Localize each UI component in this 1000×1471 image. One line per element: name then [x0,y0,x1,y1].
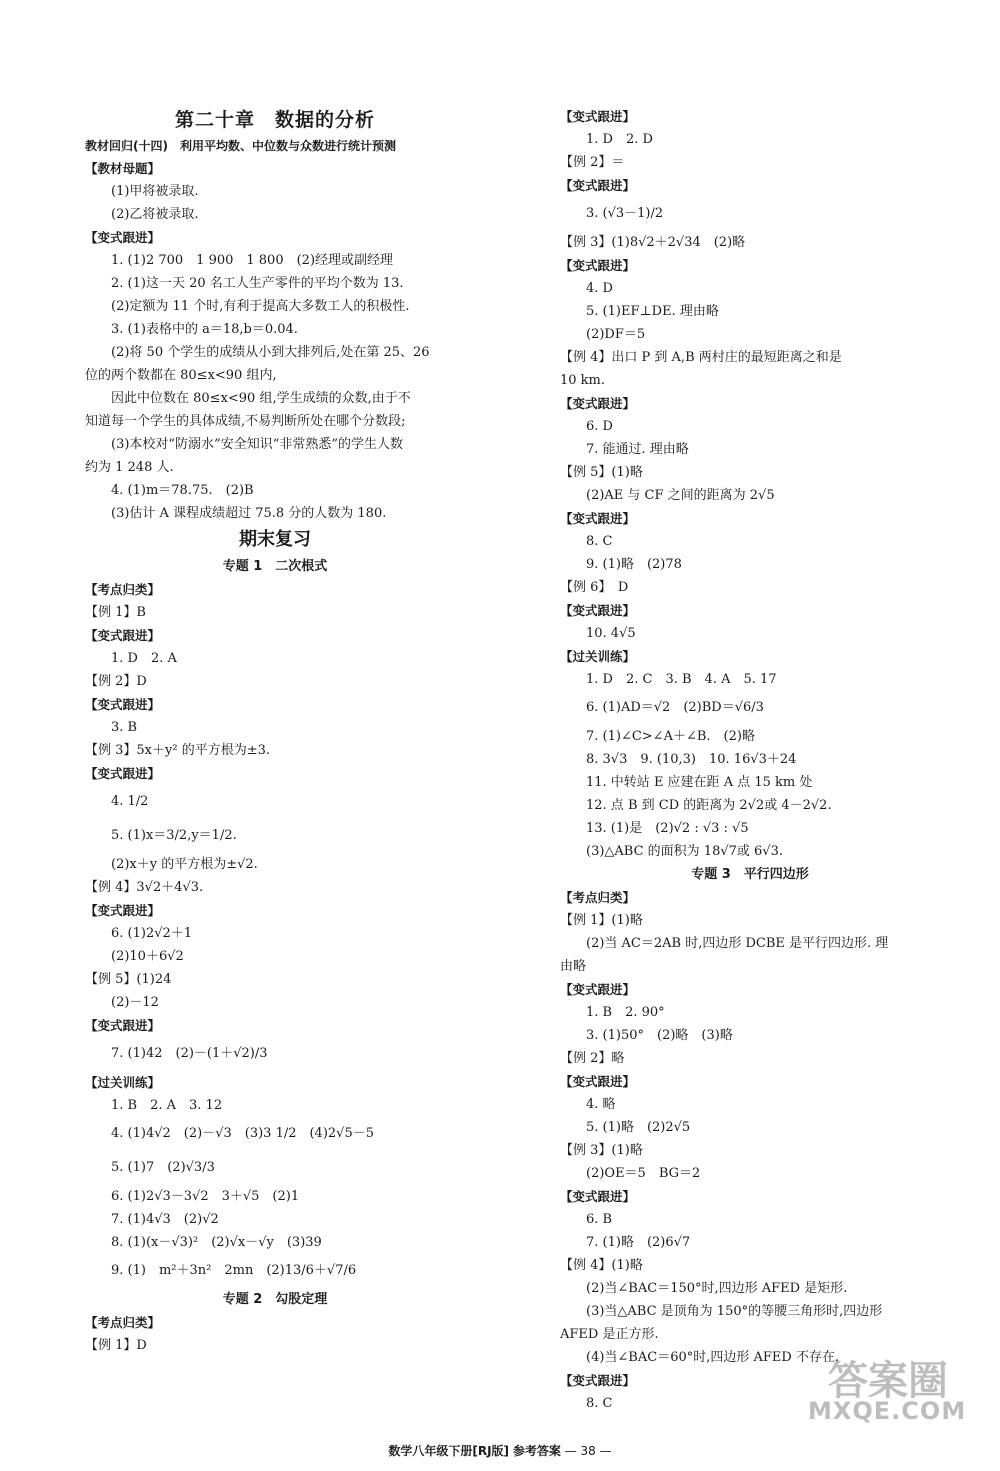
answer-line: 7. (1)略 (2)6√7 [586,1235,691,1250]
answer-line: 8. 3√3 9. (10,3) 10. 16√3＋24 [586,752,797,767]
footer-label: 参考答案 [512,1444,561,1458]
answer-line: (2)当 AC＝2AB 时,四边形 DCBE 是平行四边形. 理 [586,936,889,951]
answer-line: 3. (√3－1)/2 [586,206,664,221]
answer-line: 3. (1)表格中的 a＝18,b＝0.04. [111,322,298,337]
answer-line: 【例 3】5x＋y² 的平方根为±3. [85,743,270,758]
answer-line: 8. C [586,1396,613,1411]
answer-line: 位的两个数都在 80≤x<90 组内, [85,368,277,383]
answer-line: 8. C [586,534,613,549]
answer-line: 6. (1)2√2＋1 [111,926,193,941]
answer-line: 【例 2】略 [560,1051,625,1066]
answer-line: 因此中位数在 80≤x<90 组,学生成绩的众数,由于不 [111,391,411,406]
answer-line: AFED 是正方形. [560,1327,659,1342]
topic1-title: 专题 1 二次根式 [222,559,328,574]
answer-line: 【例 5】(1)24 [85,972,172,987]
answer-line: 4. 1/2 [111,794,149,809]
topic3-answer-lines [560,886,940,1415]
answer-line: (3)本校对“防溺水”安全知识“非常熟悉”的学生人数 [111,437,403,452]
answer-line: 4. (1)m＝78.75. (2)B [111,483,254,498]
answer-line: 5. (1)x＝3/2,y＝1/2. [111,828,237,843]
answer-line: 7. (1)∠C>∠A＋∠B. (2)略 [586,729,755,744]
answer-line: 约为 1 248 人. [85,460,174,475]
answer-line: 由略 [560,959,587,974]
answer-line: 13. (1)是 (2)√2 : √3 : √5 [586,821,749,836]
answer-line: 【例 1】B [85,605,146,620]
answer-line: (3)估计 A 课程成绩超过 75.8 分的人数为 180. [111,506,387,521]
answer-line: 1. D 2. A [111,651,177,666]
answer-line: 【例 1】D [85,1338,147,1353]
answer-line: 【变式跟进】 [560,603,636,618]
answer-line: (2)定额为 11 个时,有利于提高大多数工人的积极性. [111,299,410,314]
answer-line: 【变式跟进】 [560,1189,636,1204]
answer-line: 知道每一个学生的具体成绩,不易判断所处在哪个分数段; [85,414,406,429]
left-answer-lines [85,157,465,525]
answer-line: 6. (1)2√3－3√2 3＋√5 (2)1 [111,1189,300,1204]
answer-line: 【变式跟进】 [560,982,636,997]
answer-line: 【变式跟进】 [85,230,161,245]
answer-line: 【例 3】(1)略 [560,1143,643,1158]
answer-line: 3. B [111,720,138,735]
answer-line: 【变式跟进】 [560,258,636,273]
answer-line: 5. (1)7 (2)√3/3 [111,1160,215,1175]
answer-line: 【变式跟进】 [560,396,636,411]
answer-line: 7. 能通过. 理由略 [586,442,689,457]
answer-line: 【例 1】(1)略 [560,913,643,928]
answer-line: 【变式跟进】 [85,903,161,918]
answer-line: 5. (1)略 (2)2√5 [586,1120,691,1135]
answer-line: 10. 4√5 [586,626,636,641]
answer-line: (2)x＋y 的平方根为±√2. [111,857,258,872]
answer-line: 12. 点 B 到 CD 的距离为 2√2或 4－2√2. [586,798,832,813]
right-column [560,105,940,1415]
answer-line: 4. (1)4√2 (2)－√3 (3)3 1/2 (4)2√5－5 [111,1126,374,1141]
answer-line: (2)当∠BAC＝150°时,四边形 AFED 是矩形. [586,1281,848,1296]
right-answer-lines [560,105,940,863]
answer-line: 1. B 2. A 3. 12 [111,1098,223,1113]
answer-line: 【过关训练】 [85,1075,161,1090]
answer-line: 9. (1) m²＋3n² 2mn (2)13/6＋√7/6 [111,1263,357,1278]
answer-line: 【变式跟进】 [85,697,161,712]
section-title: 教材回归(十四) 利用平均数、中位数与众数进行统计预测 [85,139,396,153]
answer-line: 6. D [586,419,613,434]
answer-line: (1)甲将被录取. [111,184,199,199]
answer-line: 7. (1)42 (2)－(1＋√2)/3 [111,1046,268,1061]
answer-line: (2)AE 与 CF 之间的距离为 2√5 [586,488,775,503]
answer-line: 11. 中转站 E 应建在距 A 点 15 km 处 [586,775,813,790]
answer-line: 【例 2】D [85,674,147,689]
answer-line: (2)OE＝5 BG＝2 [586,1166,701,1181]
answer-line: 【变式跟进】 [85,766,161,781]
answer-line: 【变式跟进】 [560,511,636,526]
topic2-title: 专题 2 勾股定理 [222,1292,328,1307]
answer-line: 4. 略 [586,1097,616,1112]
answer-line: (3)△ABC 的面积为 18√7或 6√3. [586,844,783,859]
answer-line: 【变式跟进】 [560,178,636,193]
answer-line: 【例 6】 D [560,580,629,595]
answer-line: 【教材母题】 [85,161,161,176]
answer-line: 4. D [586,281,613,296]
answer-line: 【例 5】(1)略 [560,465,643,480]
footer-page-number: — 38 — [564,1444,612,1458]
answer-line: 1. (1)2 700 1 900 1 800 (2)经理或副经理 [111,253,394,268]
footer-book: 数学八年级下册[RJ版] [388,1444,510,1458]
answer-line: 【例 2】＝ [560,155,625,170]
topic1-answer-lines [85,578,465,1288]
answer-line: 2. (1)这一天 20 名工人生产零件的平均个数为 13. [111,276,404,291]
answer-line: 【考点归类】 [560,890,636,905]
answer-line: (3)当△ABC 是顶角为 150°的等腰三角形时,四边形 [586,1304,883,1319]
answer-line: 【例 4】3√2＋4√3. [85,880,204,895]
answer-line: (2)10＋6√2 [111,949,184,964]
answer-line: 10 km. [560,373,606,388]
topic2-answer-lines [85,1311,465,1357]
watermark-text: 答案圈 [828,1358,948,1404]
watermark-logo [808,1349,978,1429]
review-title: 期末复习 [239,529,311,550]
answer-line: 【例 4】(1)略 [560,1258,643,1273]
answer-line: 1. B 2. 90° [586,1005,665,1020]
answer-line: 1. D 2. D [586,132,653,147]
answer-line: 【例 4】出口 P 到 A,B 两村庄的最短距离之和是 [560,350,842,365]
answer-line: 【变式跟进】 [560,109,636,124]
answer-line: 1. D 2. C 3. B 4. A 5. 17 [586,672,777,687]
answer-line: (2)乙将被录取. [111,207,199,222]
answer-line: 【变式跟进】 [560,1373,636,1388]
answer-line: 【考点归类】 [85,582,161,597]
answer-line: 【过关训练】 [560,649,636,664]
left-column [85,105,465,1357]
answer-line: 【变式跟进】 [85,628,161,643]
answer-line: 9. (1)略 (2)78 [586,557,682,572]
answer-line: 7. (1)4√3 (2)√2 [111,1212,219,1227]
page-footer [0,1442,1000,1459]
answer-line: 3. (1)50° (2)略 (3)略 [586,1028,733,1043]
answer-line: 【例 3】(1)8√2＋2√34 (2)略 [560,235,746,250]
topic3-title: 专题 3 平行四边形 [691,867,809,882]
answer-line: (2)DF＝5 [586,327,646,342]
chapter-title: 第二十章 数据的分析 [174,109,375,131]
answer-line: 6. B [586,1212,613,1227]
answer-line: 【变式跟进】 [85,1018,161,1033]
answer-line: 6. (1)AD＝√2 (2)BD＝√6/3 [586,700,764,715]
answer-line: (2)将 50 个学生的成绩从小到大排列后,处在第 25、26 [111,345,430,360]
answer-line: 【考点归类】 [85,1315,161,1330]
answer-line: 8. (1)(x－√3)² (2)√x－√y (3)39 [111,1235,322,1250]
answer-line: (4)当∠BAC＝60°时,四边形 AFED 不存在. [586,1350,840,1365]
answer-line: 5. (1)EF⊥DE. 理由略 [586,304,719,319]
answer-line: (2)－12 [111,995,159,1010]
answer-line: 【变式跟进】 [560,1074,636,1089]
watermark-url: MXQE.COM [808,1397,967,1425]
